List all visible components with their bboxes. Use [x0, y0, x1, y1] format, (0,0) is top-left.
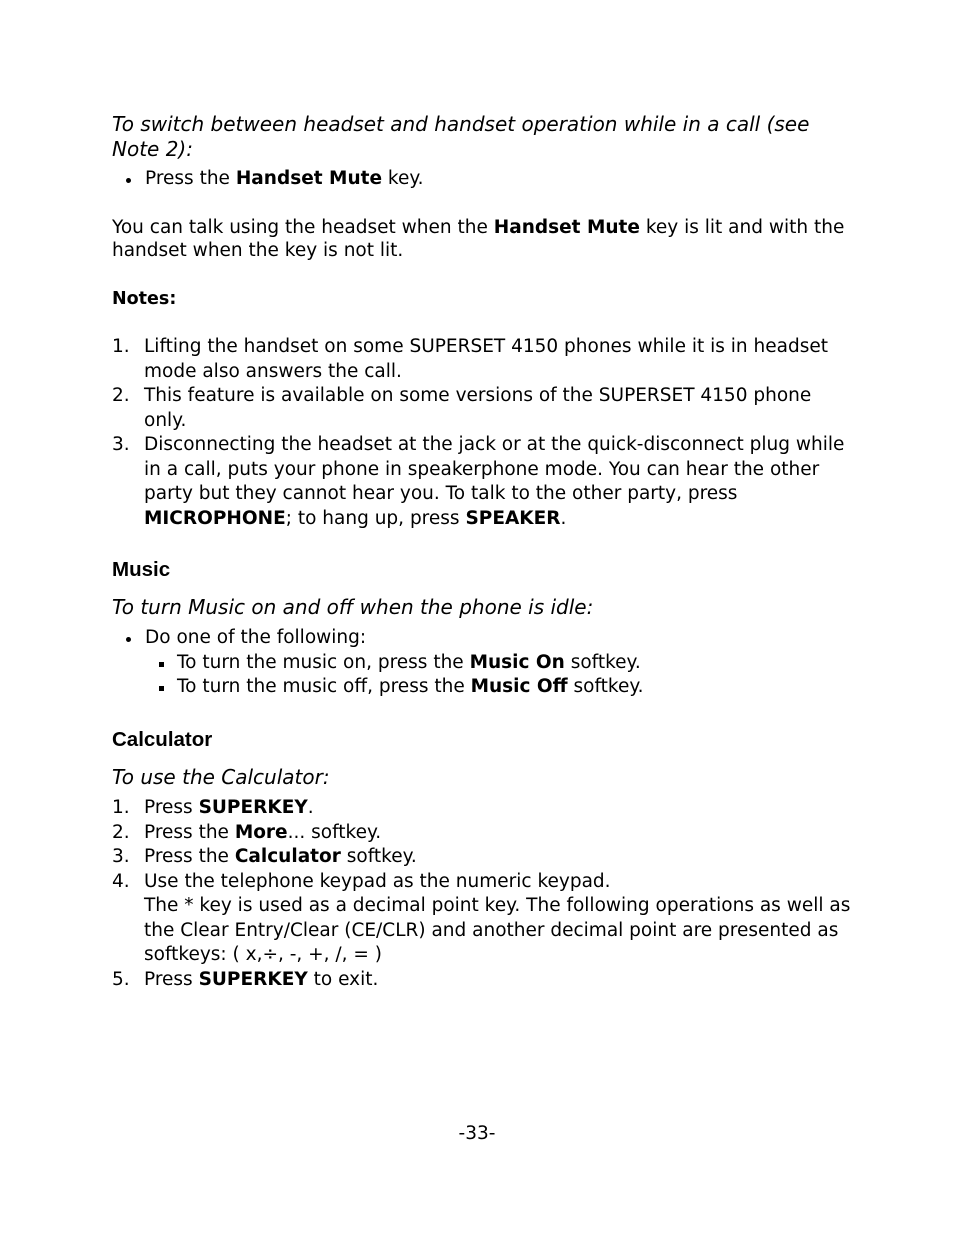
item-number: 1.: [112, 336, 130, 357]
list-item: [112, 796, 852, 821]
page-number: -33-: [458, 1123, 496, 1144]
switch-paragraph: [112, 217, 847, 262]
item-text-end: .: [560, 507, 567, 529]
item-number: 2.: [112, 821, 130, 843]
item-number: 3.: [112, 434, 130, 455]
item-number: 4.: [112, 870, 130, 892]
subitem-text: To turn the music off, press the: [177, 676, 471, 697]
item-text-end: ... softkey.: [287, 821, 382, 843]
switch-intro: To switch between headset and handset operation while in a call (see Note 2):: [112, 112, 810, 161]
item-text-end: to exit.: [307, 968, 379, 990]
square-bullet: [159, 686, 164, 691]
microphone-key: MICROPHONE: [144, 507, 286, 529]
music-bullet: [126, 626, 367, 651]
calculator-heading: Calculator: [112, 728, 213, 751]
notes-heading: Notes:: [112, 289, 177, 309]
list-item: [112, 845, 852, 870]
handset-mute-key: Handset Mute: [493, 217, 640, 238]
item-text: Press: [144, 968, 199, 990]
list-item: [112, 870, 852, 968]
subitem-text-end: softkey.: [567, 676, 644, 697]
item-text: Lifting the handset on some SUPERSET 4150 phones while it is in headset mode also answers the call.: [144, 336, 828, 382]
item-text: Disconnecting the headset at the jack or at the quick-disconnect plug while in a call, puts your phone in speakerphone mode. You can hear the other party but they cannot hear you. To talk to the other party, press: [144, 434, 845, 504]
item-number: 5.: [112, 968, 130, 990]
item-text: Press: [144, 797, 199, 818]
music-on-softkey: Music On: [469, 652, 565, 673]
calculator-softkey: Calculator: [234, 846, 341, 867]
notes-list: [112, 335, 852, 531]
bullet-text-end: key.: [382, 168, 424, 189]
subitem-text-end: softkey.: [564, 652, 641, 673]
item-text: Use the telephone keypad as the numeric keypad.: [144, 870, 611, 892]
bullet-text: Press the: [145, 168, 236, 189]
item-text-end: softkey.: [340, 846, 417, 867]
bullet-dot: [126, 637, 131, 642]
list-item: [112, 433, 852, 531]
superkey-key: SUPERKEY: [198, 968, 308, 990]
more-softkey: More: [234, 821, 288, 843]
item-text-end: .: [307, 797, 314, 818]
item-number: 1.: [112, 797, 130, 818]
calculator-intro: To use the Calculator:: [112, 765, 330, 789]
square-bullet: [159, 662, 164, 667]
list-item: [112, 821, 852, 846]
bullet-dot: [126, 178, 131, 183]
list-item: [112, 968, 852, 993]
music-off-softkey: Music Off: [470, 676, 568, 697]
item-number: 3.: [112, 846, 130, 867]
music-heading: Music: [112, 558, 171, 581]
bullet-text: Do one of the following:: [145, 627, 367, 648]
music-subitem: [159, 651, 641, 676]
list-item: [112, 335, 852, 384]
handset-mute-key: Handset Mute: [235, 168, 383, 189]
item-detail-text: The * key is used as a decimal point key. The following operations as well as the Clear Entry/Clear (CE/CLR) and another decimal point are presented as softkeys: ( x,÷, -, +, /, = ): [144, 895, 851, 965]
list-item: [112, 384, 852, 433]
item-text: Press the: [144, 821, 235, 843]
item-text: This feature is available on some versions of the SUPERSET 4150 phone only.: [144, 385, 812, 431]
para-text: You can talk using the headset when the: [112, 217, 494, 238]
item-number: 2.: [112, 385, 130, 406]
subitem-text: To turn the music on, press the: [177, 652, 470, 673]
item-text: Press the: [144, 846, 235, 867]
superkey-key: SUPERKEY: [198, 797, 308, 818]
calculator-steps: [112, 796, 852, 992]
item-text-mid: ; to hang up, press: [285, 507, 466, 529]
music-intro: To turn Music on and off when the phone is idle:: [112, 595, 594, 619]
switch-bullet: [126, 167, 424, 192]
speaker-key: SPEAKER: [465, 507, 561, 529]
music-subitem: [159, 675, 644, 700]
para-text-end: key is lit and with the handset when the key is not lit.: [112, 217, 845, 261]
